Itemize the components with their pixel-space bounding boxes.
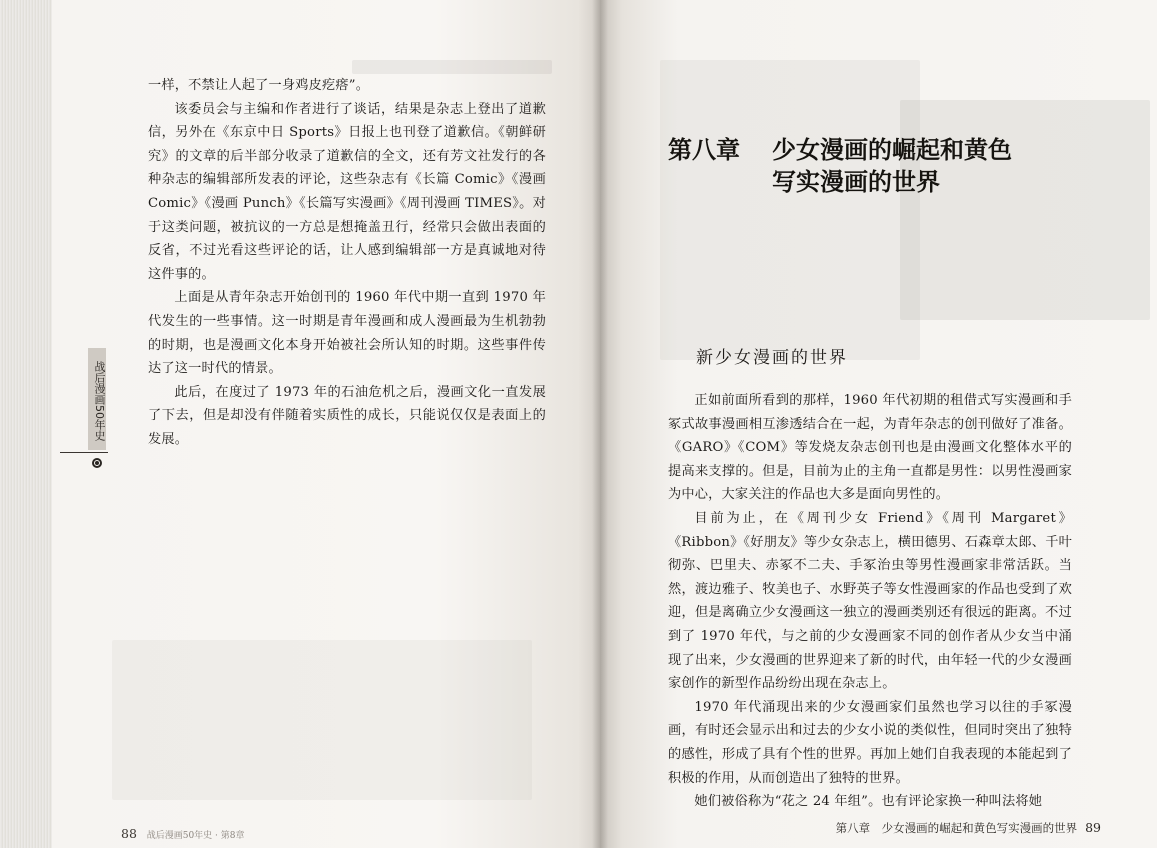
side-tab-book-title: 战后漫画50年史: [88, 348, 106, 450]
book-gutter: [592, 0, 608, 848]
paragraph: 正如前面所看到的那样，1960 年代初期的租借式写实漫画和手冢式故事漫画相互渗透结合在一起，为青年杂志的创刊做好了准备。《GARO》《COM》等发烧友杂志创刊也是由漫画文化整体水平的提高来支撑的。但是，目前为止的主角一直都是男性：以男性漫画家为中心，大家关注的作品也大多是面向男性的。: [668, 393, 1072, 503]
bullet-circle-icon: [92, 458, 102, 468]
paragraph: 上面是从青年杂志开始创刊的 1960 年代中期一直到 1970 年代发生的一些事情。这一时期是青年漫画和成人漫画最为生机勃勃的时期，也是漫画文化本身开始被社会所认知的时期。这些事件传达了这一时代的情景。: [148, 290, 546, 377]
paragraph: 目前为止，在《周刊少女 Friend》《周刊 Margaret》《Ribbon》《好朋友》等少女杂志上，横田德男、石森章太郎、千叶彻弥、巴里夫、赤冢不二夫、手冢治虫等男性漫画家非常活跃。当然，渡边雅子、牧美也子、水野英子等女性漫画家的作品也受到了欢迎，但是离确立少女漫画这一独立的漫画类别还有很远的距离。不过到了 1970 年代，与之前的少女漫画家不同的创作者从少女当中涌现了出来，少女漫画的世界迎来了新的时代，由年轻一代的少女漫画家创作的新型作品纷纷出现在杂志上。: [668, 510, 1072, 692]
bleed-through: [112, 640, 532, 800]
chapter-title-line: 写实漫画的世界: [772, 168, 940, 196]
page-edges: [0, 0, 52, 848]
paragraph: 该委员会与主编和作者进行了谈话，结果是杂志上登出了道歉信，另外在《东京中日 Sports》日报上也刊登了道歉信。《朝鲜研究》的文章的后半部分收录了道歉信的全文，还有芳文社发行的各种杂志的编辑部所发表的评论，这些杂志有《长篇 Comic》《漫画 Comic》《漫画 Punch》《长篇写实漫画》《周刊漫画 TIMES》。对于这类问题，被抗议的一方总是想掩盖丑行，经常只会做出表面的反省，不过光看这些评论的话，让人感到编辑部一方是真诚地对待这件事的。: [148, 101, 546, 282]
side-divider: [60, 452, 108, 453]
running-head: 第八章 少女漫画的崛起和黄色写实漫画的世界: [835, 821, 1078, 835]
bleed-through: [660, 60, 920, 360]
paragraph: 一样，不禁让人起了一身鸡皮疙瘩”。: [148, 78, 370, 93]
paragraph: 此后，在度过了 1973 年的石油危机之后，漫画文化一直发展了下去，但是却没有伴随着实质性的成长，只能说仅仅是表面上的发展。: [148, 384, 546, 447]
chapter-number: 第八章: [668, 136, 740, 164]
bleed-through: [900, 100, 1150, 320]
left-page-body: [148, 74, 546, 452]
left-footer: [121, 826, 245, 841]
page-number: 88: [121, 826, 137, 841]
chapter-heading: [668, 134, 1088, 198]
right-page-body: [668, 389, 1072, 814]
bleed-through: [352, 60, 552, 74]
paragraph: 1970 年代涌现出来的少女漫画家们虽然也学习以往的手冢漫画，有时还会显示出和过去的少女小说的类似性，但同时突出了独特的感性，形成了具有个性的世界。再加上她们自我表现的本能起到了积极的作用，从而创造出了独特的世界。: [668, 699, 1072, 786]
paragraph: 她们被俗称为“花之 24 年组”。也有评论家换一种叫法将她: [694, 794, 1043, 810]
running-head: 战后漫画50年史 · 第8章: [146, 831, 245, 841]
chapter-title-line: 少女漫画的崛起和黄色: [772, 136, 1012, 164]
right-footer: [836, 820, 1101, 836]
section-heading: 新少女漫画的世界: [696, 348, 848, 368]
page-number: 89: [1085, 820, 1101, 835]
